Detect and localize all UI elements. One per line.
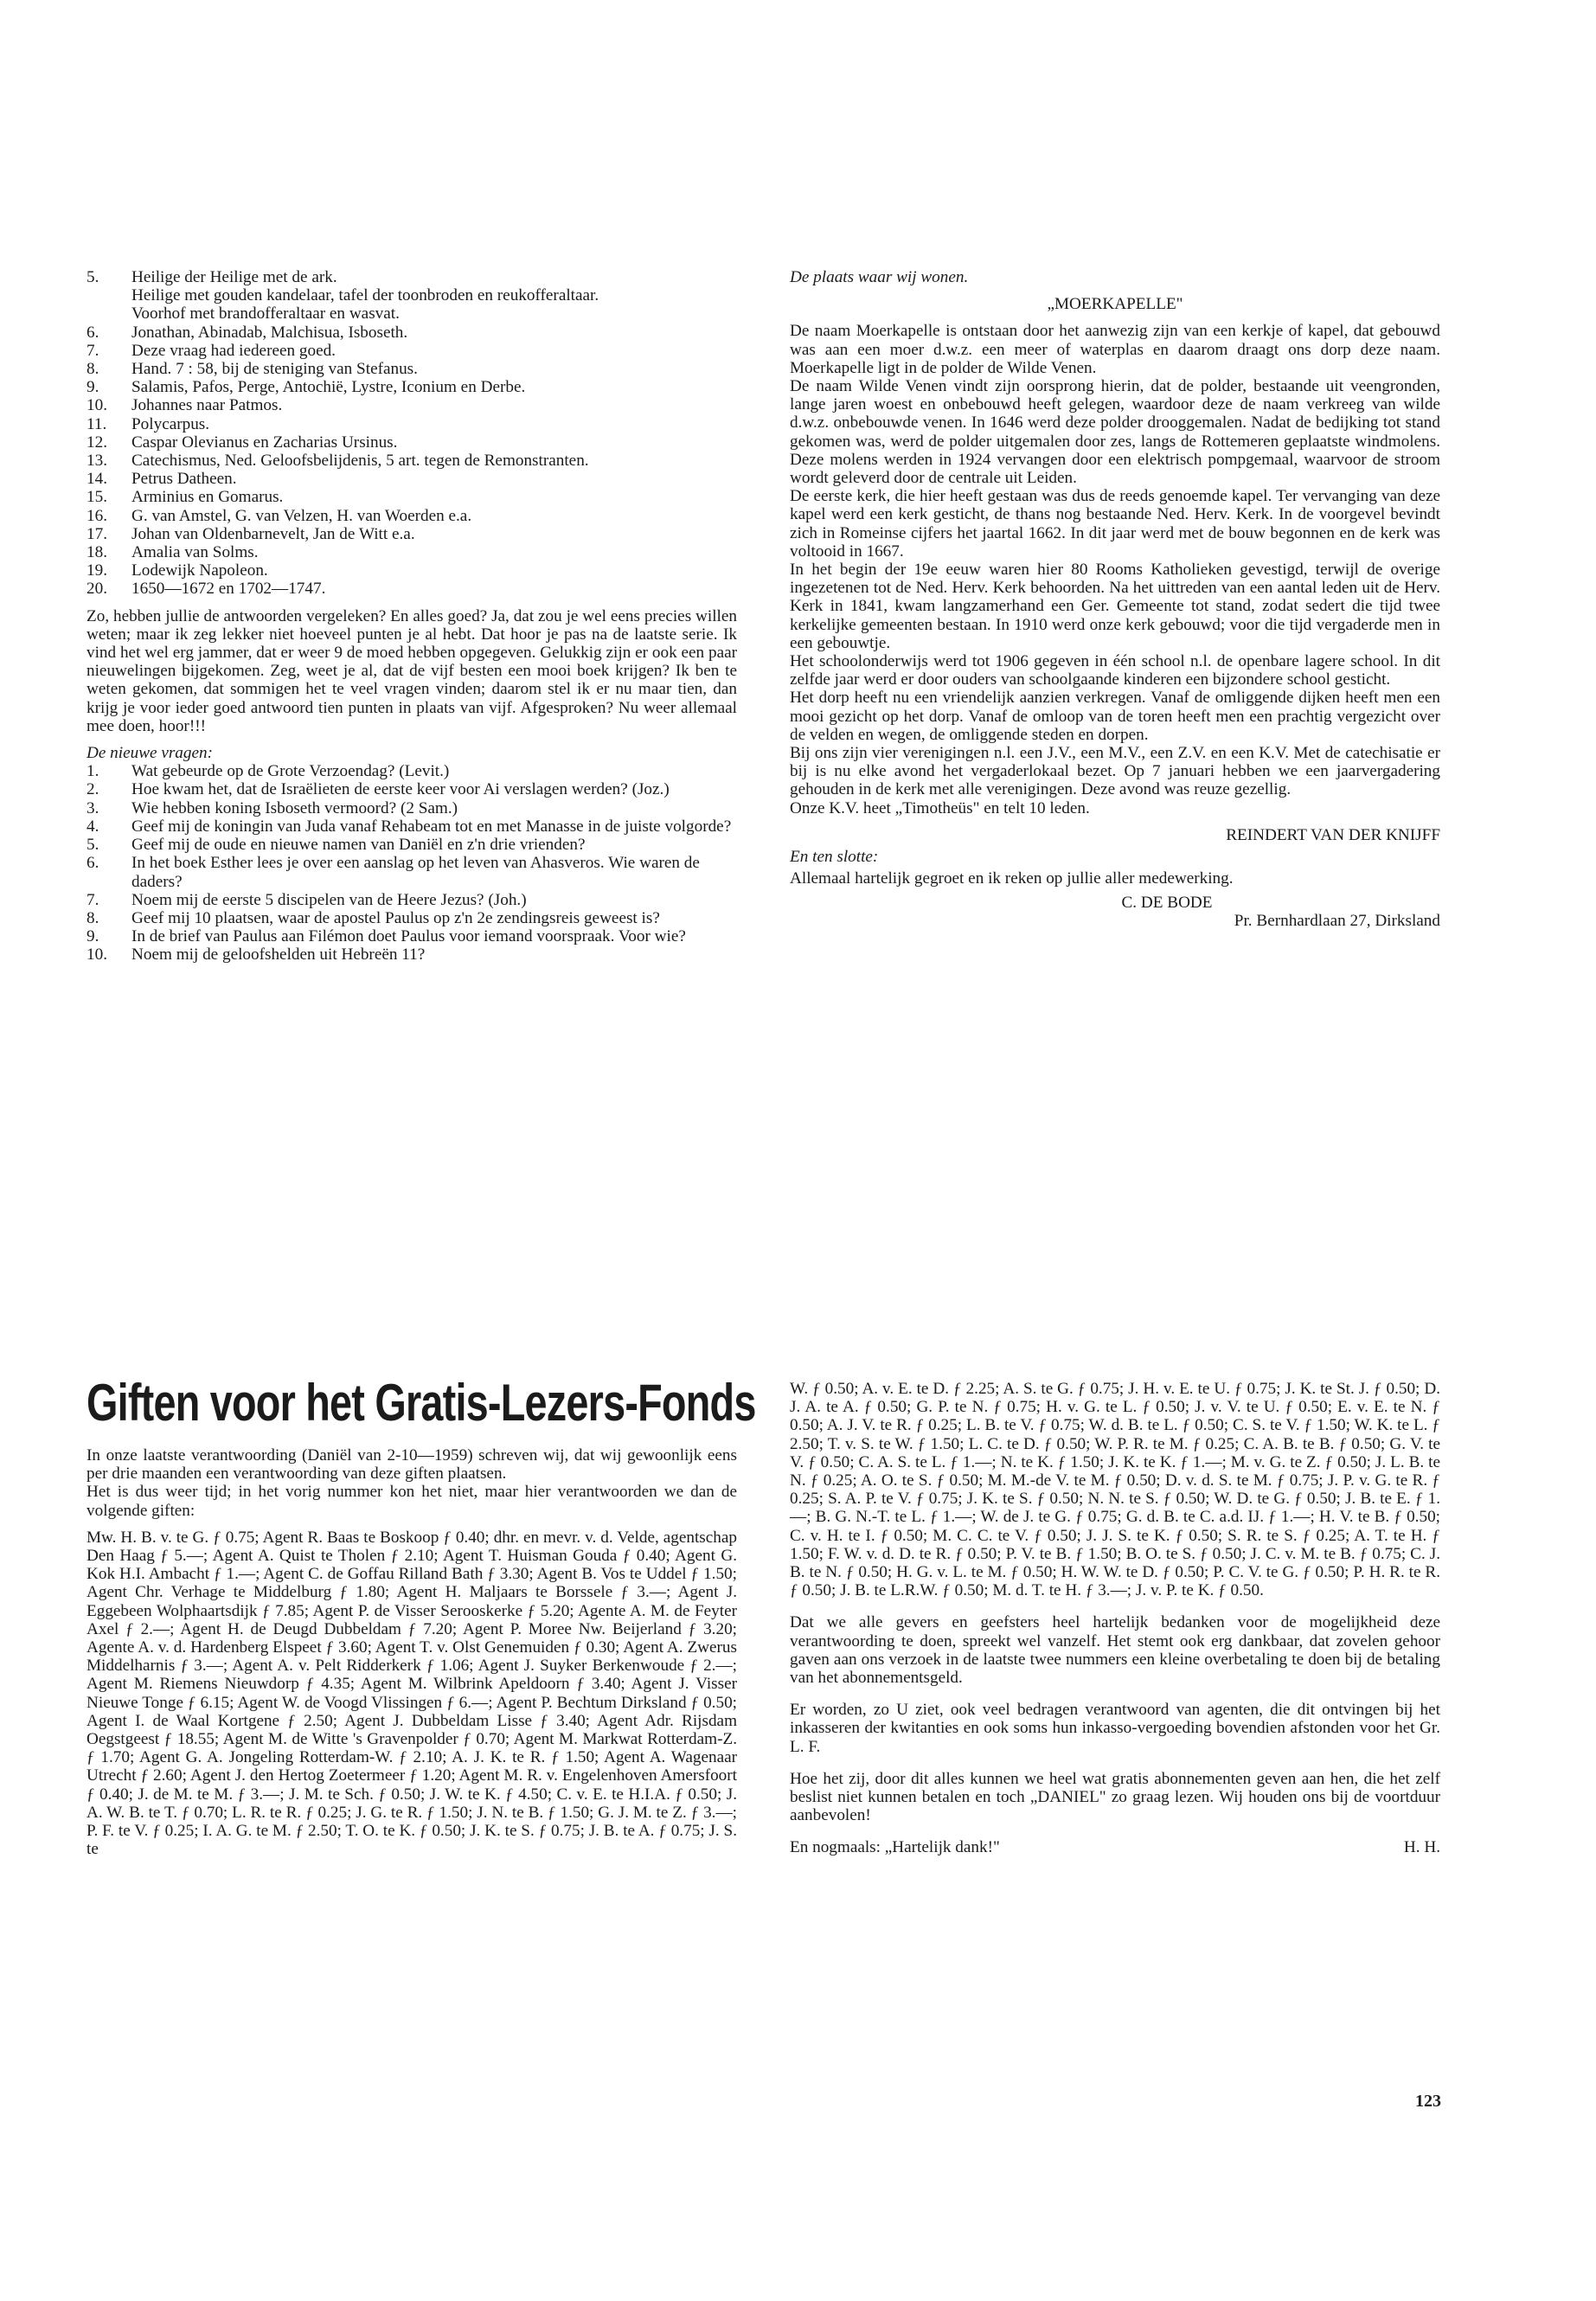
answer-item-number: 10. — [87, 396, 107, 415]
question-item — [87, 817, 737, 836]
place-paragraph: In het begin der 19e eeuw waren hier 80 Rooms Katholieken gevestigd, terwijl de overige ingezetenen tot de Ned. Herv. Kerk behoorden. Na het uittreden van een aantal leden uit de Herv. Kerk in 1841, kwam langzamerhand een Ger. Gemeente tot stand, zodat sedert die tijd twee kerkelijke gemeenten bestaan. In 1910 werd onze kerk gebouwd; voor die tijd vergaderde men in een gebouwtje. — [790, 561, 1440, 652]
fund-column-right — [790, 1380, 1440, 1857]
answer-item-number: 11. — [87, 414, 107, 433]
fund-title: Giften voor het Gratis-Lezers-Fonds — [87, 1374, 756, 1432]
question-item-text: In het boek Esther lees je over een aanslag op het leven van Ahasveros. Wie waren de daders? — [131, 854, 700, 891]
answers-comment: Zo, hebben jullie de antwoorden vergeleken? En alles goed? Ja, dat zou je wel eens precies willen weten; maar ik zeg lekker niet hoeveel punten je al hebt. Dat hoor je pas na de laatste serie. Ik vind het wel erg jammer, dat er weer 9 de moed hebben opgegeven. Gelukkig zijn er ook een paar nieuwelingen bijgekomen. Zeg, weet je al, dat de vijf besten een mooi boek krijgen? Ik ben te weten gekomen, dat sommigen het te veel vragen vinden; daarom stel ik er nu maar tien, dan krijg je voor ieder goed antwoord tien punten in plaats van vijf. Afgesproken? Nu weer allemaal mee doen, hoor!!! — [87, 606, 737, 735]
answer-item-number: 9. — [87, 378, 99, 397]
answer-item-text: Lodewijk Napoleon. — [131, 561, 268, 580]
question-item-text: Wie hebben koning Isboseth vermoord? (2 Sam.) — [131, 798, 458, 817]
fund-column-left — [87, 1374, 756, 1859]
answer-item-text: Jonathan, Abinadab, Malchisua, Isboseth. — [131, 323, 408, 342]
answer-item-text: Caspar Olevianus en Zacharias Ursinus. — [131, 433, 398, 452]
answer-item — [87, 452, 737, 470]
closing-text: Allemaal hartelijk gegroet en ik reken op jullie aller medewerking. — [790, 869, 1234, 888]
answer-item — [87, 304, 737, 323]
question-item-number: 9. — [87, 927, 99, 946]
place-paragraphs — [790, 322, 1440, 817]
answer-item-number: 19. — [87, 561, 107, 580]
closing-label: En ten slotte: — [790, 848, 879, 867]
answer-item — [87, 507, 737, 525]
author-initials: H. H. — [1403, 1838, 1440, 1857]
answer-item-text: Johan van Oldenbarnevelt, Jan de Witt e.a. — [131, 524, 415, 543]
question-item-number: 3. — [87, 798, 99, 817]
place-column — [790, 268, 1440, 930]
answer-item-number: 15. — [87, 488, 107, 507]
question-item-text: Hoe kwam het, dat de Israëlieten de eerste keer voor Ai verslagen werden? (Joz.) — [131, 780, 670, 799]
final-thanks: En nogmaals: „Hartelijk dank!" — [790, 1838, 1000, 1857]
question-item — [87, 836, 737, 854]
answer-item-number: 14. — [87, 470, 107, 489]
thanks-paragraph-1: Dat we alle gevers en geefsters heel hartelijk bedanken voor de mogelijkheid deze verantwoording te doen, spreekt wel vanzelf. Het stemt ook erg dankbaar, dat zovelen gehoor gaven aan ons verzoek in de laatste twee nummers een kleine overbetaling te doen bij de betaling van het abonnementsgeld. — [790, 1613, 1440, 1688]
signature-address: Pr. Bernhardlaan 27, Dirksland — [1234, 911, 1440, 930]
answer-item — [87, 360, 737, 378]
place-paragraph: Het schoolonderwijs werd tot 1906 gegeven in één school n.l. de openbare lagere school. In dit zelfde jaar werd er door ouders van schoolgaande kinderen een bijzondere school gesticht. — [790, 652, 1440, 689]
question-item — [87, 927, 737, 945]
fund-intro-1: In onze laatste verantwoording (Daniël van 2-10—1959) schreven wij, dat wij gewoonlijk eens per drie maanden een verantwoording van deze giften plaatsen. — [87, 1446, 737, 1484]
question-item-text: Geef mij de oude en nieuwe namen van Daniël en z'n drie vrienden? — [131, 836, 586, 855]
answer-item-text: Catechismus, Ned. Geloofsbelijdenis, 5 art. tegen de Remonstranten. — [131, 452, 589, 471]
answer-item — [87, 433, 737, 452]
gifts-list-right: W. ƒ 0.50; A. v. E. te D. ƒ 2.25; A. S. te G. ƒ 0.75; J. H. v. E. te U. ƒ 0.75; J. K. te St. J. ƒ 0.50; D. J. A. te A. ƒ 0.50; G. P. te N. ƒ 0.75; H. v. G. te L. ƒ 0.50; J. v. V. te U. ƒ 0.50; E. v. E. te N. ƒ 0.50; A. J. V. te R. ƒ 0.25; L. B. te V. ƒ 0.75; W. d. B. te L. ƒ 0.50; C. S. te V. ƒ 1.50; W. K. te L. ƒ 2.50; T. v. S. te W. ƒ 1.50; L. C. te D. ƒ 0.50; W. P. R. te M. ƒ 0.25; C. A. B. te B. ƒ 0.50; G. V. te V. ƒ 0.50; C. A. S. te L. ƒ 1.—; N. te K. ƒ 1.50; J. K. te K. ƒ 1.—; M. v. G. te Z. ƒ 0.50; J. L. B. te N. ƒ 0.25; A. O. te S. ƒ 0.50; M. M.-de V. te M. ƒ 0.50; D. v. d. S. te M. ƒ 0.75; J. P. v. G. te R. ƒ 0.25; S. A. P. te V. ƒ 0.75; J. K. te S. ƒ 0.50; N. N. te S. ƒ 0.50; W. D. te G. ƒ 0.50; J. B. te E. ƒ 1.—; B. G. N.-T. te L. ƒ 1.—; W. de J. te G. ƒ 0.75; G. d. B. te C. a.d. IJ. ƒ 1.—; H. V. te B. ƒ 0.50; C. v. H. te I. ƒ 0.50; M. C. C. te V. ƒ 0.50; J. J. S. te K. ƒ 0.50; S. R. te S. ƒ 0.25; A. T. te H. ƒ 1.50; F. W. v. d. D. te R. ƒ 0.50; P. V. te B. ƒ 1.50; B. O. te S. ƒ 0.50; J. C. v. M. te B. ƒ 0.75; C. J. B. te N. ƒ 0.50; H. G. v. L. te M. ƒ 0.50; H. W. W. te D. ƒ 0.50; P. C. V. te G. ƒ 0.50; P. H. R. te R. ƒ 0.50; J. B. te L.R.W. ƒ 0.50; M. d. T. te H. ƒ 3.—; J. v. P. te K. ƒ 0.50. — [790, 1380, 1440, 1600]
answer-item-number: 18. — [87, 543, 107, 562]
answer-item — [87, 268, 737, 286]
question-item — [87, 891, 737, 909]
place-title: „MOERKAPELLE" — [1047, 295, 1183, 314]
question-item-number: 10. — [87, 945, 107, 965]
place-author: REINDERT VAN DER KNIJFF — [1226, 825, 1440, 844]
thanks-paragraph-3: Hoe het zij, door dit alles kunnen we heel wat gratis abonnementen geven aan hen, die het zelf beslist niet kunnen betalen en toch „DANIEL" zo graag lezen. Wij houden ons bij de voortduur aanbevolen! — [790, 1769, 1440, 1825]
question-item-text: Noem mij de eerste 5 discipelen van de Heere Jezus? (Joh.) — [131, 890, 527, 909]
answers-list — [87, 268, 737, 599]
answer-item — [87, 561, 737, 580]
answer-item-text: 1650—1672 en 1702—1747. — [131, 580, 326, 599]
question-item-text: Noem mij de geloofshelden uit Hebreën 11? — [131, 945, 426, 965]
answer-item — [87, 378, 737, 396]
answer-item-number: 6. — [87, 323, 99, 342]
answer-item-number: 7. — [87, 341, 99, 360]
question-item-number: 7. — [87, 890, 99, 909]
answer-item — [87, 580, 737, 598]
question-item — [87, 799, 737, 817]
answer-item-number: 16. — [87, 506, 107, 525]
answer-item — [87, 324, 737, 342]
answer-item — [87, 525, 737, 543]
answer-item-text: Johannes naar Patmos. — [131, 396, 283, 415]
questions-list — [87, 762, 737, 964]
question-item-text: Geef mij 10 plaatsen, waar de apostel Paulus op z'n 2e zendingsreis geweest is? — [131, 908, 660, 927]
answer-item-text: Heilige der Heilige met de ark. — [131, 268, 337, 286]
answer-item-text: G. van Amstel, G. van Velzen, H. van Woerden e.a. — [131, 506, 472, 525]
thanks-paragraph-2: Er worden, zo U ziet, ook veel bedragen verantwoord van agenten, die dit ontvingen bij het inkasseren der kwitanties en ook soms hun inkasso-vergoeding bovendien afstonden voor het Gr. L. F. — [790, 1701, 1440, 1756]
answer-item-number: 20. — [87, 580, 107, 599]
place-paragraph: Onze K.V. heet „Timotheüs" en telt 10 leden. — [790, 798, 1090, 817]
answer-item-text: Deze vraag had iedereen goed. — [131, 341, 336, 360]
gifts-list-left: Mw. H. B. v. te G. ƒ 0.75; Agent R. Baas te Boskoop ƒ 0.40; dhr. en mevr. v. d. Velde, agentschap Den Haag ƒ 5.—; Agent A. Quist te Tholen ƒ 2.10; Agent T. Huisman Gouda ƒ 0.40; Agent G. Kok H.I. Ambacht ƒ 1.—; Agent C. de Goffau Rilland Bath ƒ 3.30; Agent B. Vos te Uddel ƒ 1.50; Agent Chr. Verhage te Middelburg ƒ 1.80; Agent H. Maljaars te Borssele ƒ 3.—; Agent J. Eggebeen Wolphaartsdijk ƒ 7.85; Agent P. de Visser Serooskerke ƒ 5.20; Agente A. M. de Feyter Axel ƒ 2.—; Agent H. de Deugd Dubbeldam ƒ 7.20; Agent P. Moree Nw. Beijerland ƒ 3.20; Agente A. v. d. Hardenberg Elspeet ƒ 3.60; Agent T. v. Olst Genemuiden ƒ 0.30; Agent A. Zwerus Middelharnis ƒ 3.—; Agent A. v. Pelt Ridderkerk ƒ 1.06; Agent J. Suyker Berkenwoude ƒ 2.—; Agent M. Riemens Nieuwdorp ƒ 4.35; Agent M. Wilbrink Apeldoorn ƒ 3.40; Agent J. Visser Nieuwe Tonge ƒ 6.15; Agent W. de Voogd Vlissingen ƒ 6.—; Agent P. Bechtum Dirksland ƒ 0.50; Agent I. de Waal Kortgene ƒ 2.50; Agent J. Dubbeldam Lisse ƒ 3.40; Agent Adr. Rijsdam Oegstgeest ƒ 18.55; Agent M. de Witte 's Gravenpolder ƒ 0.70; Agent M. Markwat Rotterdam-Z. ƒ 1.70; Agent G. A. Jongeling Rotterdam-W. ƒ 2.10; A. J. K. te R. ƒ 1.50; Agent A. Wagenaar Utrecht ƒ 2.60; Agent J. den Hertog Zoetermeer ƒ 1.20; Agent M. R. v. Engelenhoven Amersfoort ƒ 0.40; J. de M. te M. ƒ 3.—; J. M. te Sch. ƒ 0.50; J. W. te K. ƒ 4.50; C. v. E. te H.I.A. ƒ 0.50; J. A. W. B. te T. ƒ 0.70; L. R. te R. ƒ 0.25; J. G. te R. ƒ 1.50; J. N. te B. ƒ 1.50; G. J. M. te Z. ƒ 3.—; P. F. te V. ƒ 0.25; I. A. G. te M. ƒ 2.50; T. O. te K. ƒ 0.50; J. K. te S. ƒ 0.75; J. B. te A. ƒ 0.75; J. S. te — [87, 1528, 737, 1859]
question-item — [87, 762, 737, 780]
place-paragraph: De naam Moerkapelle is ontstaan door het aanwezig zijn van een kerkje of kapel, dat gebouwd was aan een moer d.w.z. een meer of waterplas en daarom draagt ons dorp deze naam. Moerkapelle ligt in de polder de Wilde Venen. — [790, 322, 1440, 377]
answer-item-text: Heilige met gouden kandelaar, tafel der toonbroden en reukofferaltaar. — [131, 286, 599, 305]
place-label: De plaats waar wij wonen. — [790, 268, 969, 286]
question-item-text: Wat gebeurde op de Grote Verzoendag? (Levit.) — [131, 762, 450, 781]
answer-item-text: Amalia van Solms. — [131, 543, 259, 562]
place-paragraph: De eerste kerk, die hier heeft gestaan was dus de reeds genoemde kapel. Ter vervanging van deze kapel werd een kerk gesticht, de thans nog bestaande Ned. Herv. Kerk. In de voorgevel bevindt zich in Romeinse cijfers het jaartal 1662. In dit jaar werd met de bouw begonnen en de kerk was voltooid in 1667. — [790, 487, 1440, 561]
fund-intro-2: Het is dus weer tijd; in het vorig nummer kon het niet, maar hier verantwoorden we dan de volgende giften: — [87, 1483, 737, 1520]
new-questions-label: De nieuwe vragen: — [87, 744, 213, 763]
answer-item-text: Hand. 7 : 58, bij de steniging van Stefanus. — [131, 360, 418, 379]
answer-item — [87, 543, 737, 561]
place-paragraph: Het dorp heeft nu een vriendelijk aanzien verkregen. Vanaf de omliggende dijken heeft men een mooi gezicht op het dorp. Vanaf de omloop van de toren heeft men een prachtig vergezicht over de velden en wegen, de omliggende steden en dorpen. — [790, 689, 1440, 744]
answer-item — [87, 470, 737, 488]
answer-item-text: Arminius en Gomarus. — [131, 488, 284, 507]
answer-item-number: 5. — [87, 268, 99, 286]
question-item-text: In de brief van Paulus aan Filémon doet Paulus voor iemand voorspraak. Voor wie? — [131, 927, 686, 946]
page-number: 123 — [1415, 2092, 1441, 2111]
question-item-number: 4. — [87, 817, 99, 836]
question-item-number: 5. — [87, 836, 99, 855]
answer-item-number: 8. — [87, 360, 99, 379]
question-item — [87, 945, 737, 964]
question-item-number: 8. — [87, 908, 99, 927]
answer-item-text: Petrus Datheen. — [131, 470, 237, 489]
question-item-text: Geef mij de koningin van Juda vanaf Rehabeam tot en met Manasse in de juiste volgorde? — [131, 817, 732, 836]
place-paragraph: Bij ons zijn vier verenigingen n.l. een J.V., een M.V., een Z.V. en een K.V. Met de catechisatie er bij is nu elke avond het vergaderlokaal bezet. Op 7 januari hebben we een jaarvergadering gehouden in de kerk met alle verenigingen. Deze avond was reuze gezellig. — [790, 744, 1440, 799]
quiz-column — [87, 268, 737, 965]
question-item-number: 2. — [87, 780, 99, 799]
place-paragraph: De naam Wilde Venen vindt zijn oorsprong hierin, dat de polder, bestaande uit veengronden, lange jaren woest en onbebouwd heeft gelegen, waardoor deze de naam verkreeg van wilde d.w.z. onbebouwde venen. In 1646 werd deze polder drooggemalen. Nadat de bedijking tot stand gekomen was, werd de polder uitgemalen door zes, langs de Rottemeren geplaatste windmolens. Deze molens werden in 1924 vervangen door een elektrisch pompgemaal, waarvoor de stroom wordt geleverd door de centrale uit Leiden. — [790, 377, 1440, 488]
answer-item-number: 12. — [87, 433, 107, 452]
answer-item — [87, 396, 737, 414]
answer-item-number: 17. — [87, 524, 107, 543]
answer-item — [87, 342, 737, 360]
final-thanks-row — [790, 1838, 1440, 1856]
question-item-number: 1. — [87, 762, 99, 781]
answer-item-number: 13. — [87, 452, 107, 471]
question-item-number: 6. — [87, 854, 99, 873]
question-item — [87, 854, 737, 890]
question-item — [87, 780, 737, 798]
answer-item-text: Polycarpus. — [131, 414, 210, 433]
answer-item-text: Voorhof met brandofferaltaar en wasvat. — [131, 304, 400, 324]
question-item — [87, 909, 737, 927]
answer-item — [87, 488, 737, 506]
answer-item-text: Salamis, Pafos, Perge, Antochië, Lystre, Iconium en Derbe. — [131, 378, 526, 397]
signature-name: C. DE BODE — [1121, 893, 1213, 912]
answer-item — [87, 286, 737, 304]
answer-item — [87, 415, 737, 433]
